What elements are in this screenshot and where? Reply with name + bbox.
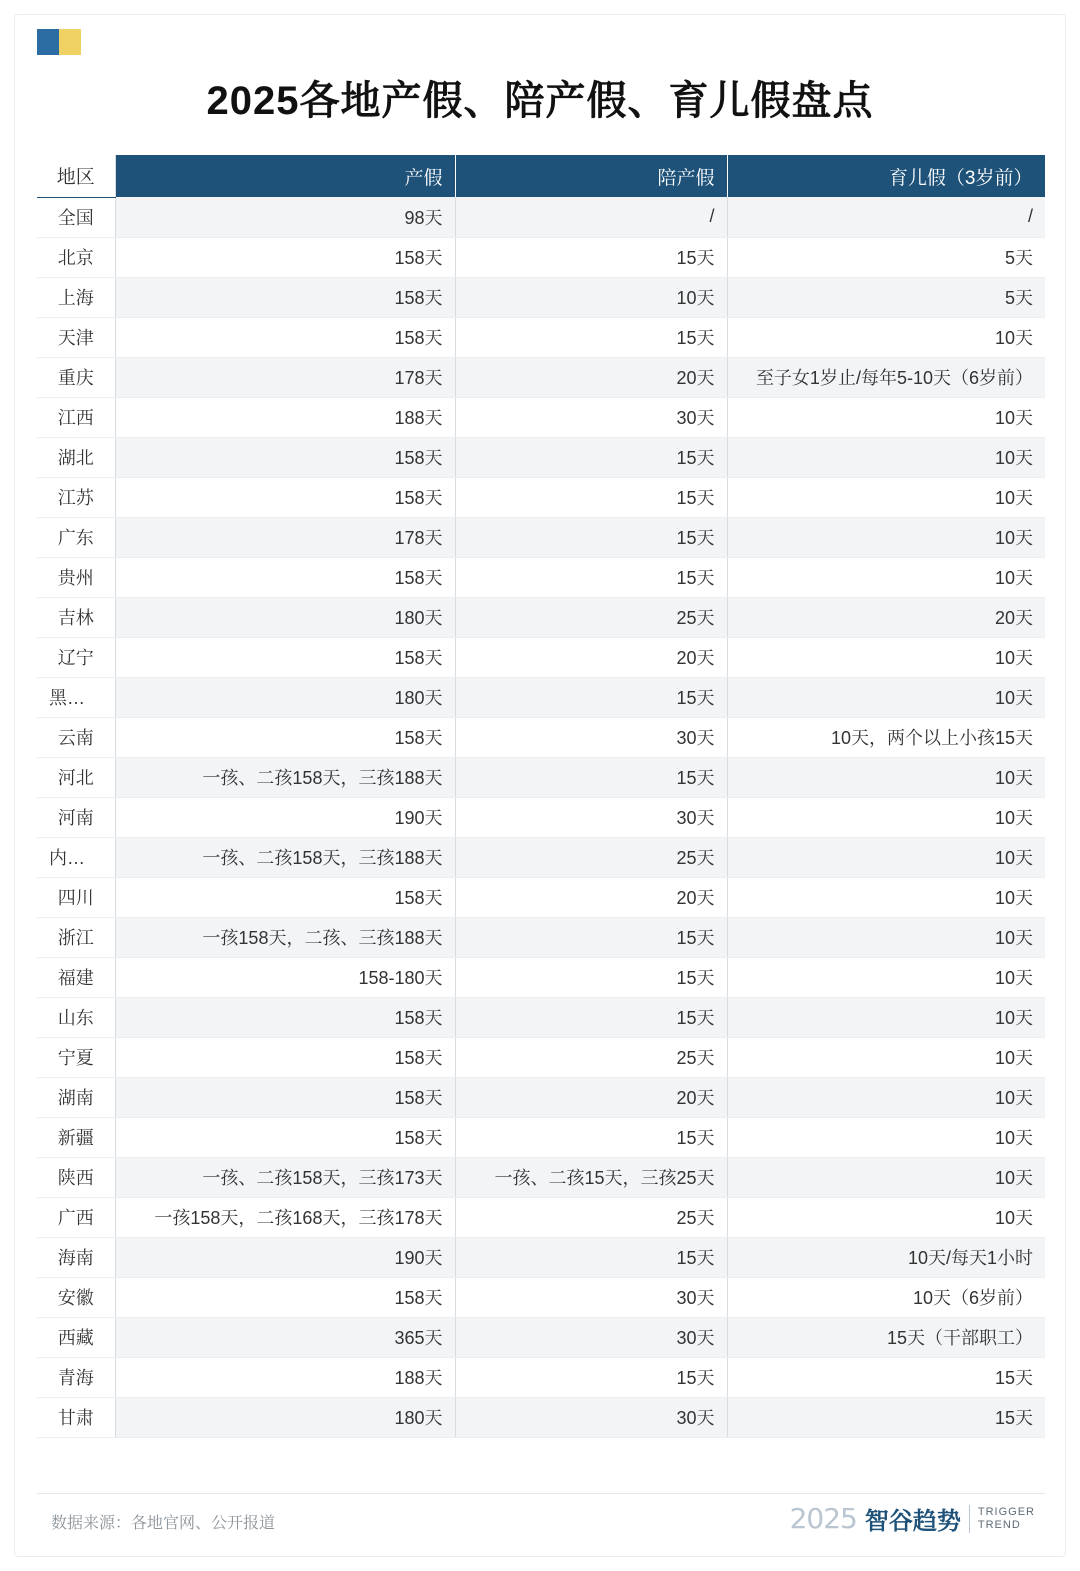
cell-paternity-leave: 25天 — [455, 1037, 727, 1077]
table-row — [37, 1397, 1045, 1437]
cell-parenting-leave: 10天 — [727, 317, 1045, 357]
cell-parenting-leave: 10天 — [727, 437, 1045, 477]
cell-region: 福建 — [37, 957, 115, 997]
cell-maternity-leave: 一孩、二孩158天，三孩173天 — [115, 1157, 455, 1197]
cell-region: 江苏 — [37, 477, 115, 517]
cell-paternity-leave: 20天 — [455, 877, 727, 917]
brand-divider — [969, 1505, 970, 1533]
cell-paternity-leave: 20天 — [455, 357, 727, 397]
cell-maternity-leave: 158天 — [115, 557, 455, 597]
cell-parenting-leave: 10天 — [727, 837, 1045, 877]
table-row — [37, 997, 1045, 1037]
brand-en-line1: TRIGGER — [977, 1505, 1035, 1518]
cell-maternity-leave: 180天 — [115, 597, 455, 637]
table-row — [37, 877, 1045, 917]
column-header-paternity: 陪产假 — [455, 155, 727, 197]
cell-parenting-leave: 15天 — [727, 1357, 1045, 1397]
footer-divider — [37, 1493, 1045, 1494]
cell-paternity-leave: 30天 — [455, 1317, 727, 1357]
cell-region: 贵州 — [37, 557, 115, 597]
cell-maternity-leave: 188天 — [115, 397, 455, 437]
cell-paternity-leave: 15天 — [455, 437, 727, 477]
cell-paternity-leave: 25天 — [455, 597, 727, 637]
cell-maternity-leave: 158天 — [115, 997, 455, 1037]
table-row — [37, 957, 1045, 997]
table-row — [37, 557, 1045, 597]
table-row — [37, 397, 1045, 437]
cell-paternity-leave: 一孩、二孩15天，三孩25天 — [455, 1157, 727, 1197]
cell-maternity-leave: 180天 — [115, 677, 455, 717]
cell-parenting-leave: 15天 — [727, 1397, 1045, 1437]
cell-region: 甘肃 — [37, 1397, 115, 1437]
cell-maternity-leave: 158-180天 — [115, 957, 455, 997]
cell-region: 辽宁 — [37, 637, 115, 677]
table-row — [37, 757, 1045, 797]
cell-region: 河南 — [37, 797, 115, 837]
cell-parenting-leave: 5天 — [727, 277, 1045, 317]
cell-maternity-leave: 98天 — [115, 197, 455, 237]
table-row — [37, 357, 1045, 397]
cell-maternity-leave: 158天 — [115, 317, 455, 357]
cell-region: 重庆 — [37, 357, 115, 397]
cell-paternity-leave: 15天 — [455, 557, 727, 597]
cell-maternity-leave: 158天 — [115, 277, 455, 317]
cell-maternity-leave: 158天 — [115, 1037, 455, 1077]
cell-parenting-leave: 5天 — [727, 237, 1045, 277]
cell-maternity-leave: 158天 — [115, 237, 455, 277]
cell-parenting-leave: 10天/每天1小时 — [727, 1237, 1045, 1277]
cell-paternity-leave: 10天 — [455, 277, 727, 317]
table-row — [37, 517, 1045, 557]
table-header-row — [37, 155, 1045, 197]
table-row — [37, 797, 1045, 837]
table-row — [37, 717, 1045, 757]
cell-maternity-leave: 158天 — [115, 1077, 455, 1117]
cell-parenting-leave: 10天 — [727, 517, 1045, 557]
table-row — [37, 437, 1045, 477]
cell-region: 陕西 — [37, 1157, 115, 1197]
column-header-region: 地区 — [37, 155, 115, 197]
cell-paternity-leave: 30天 — [455, 717, 727, 757]
cell-paternity-leave: 20天 — [455, 1077, 727, 1117]
cell-maternity-leave: 158天 — [115, 877, 455, 917]
cell-parenting-leave: 10天 — [727, 997, 1045, 1037]
cell-maternity-leave: 158天 — [115, 717, 455, 757]
cell-paternity-leave: 15天 — [455, 1237, 727, 1277]
cell-parenting-leave: 10天 — [727, 1077, 1045, 1117]
cell-maternity-leave: 365天 — [115, 1317, 455, 1357]
cell-region: 浙江 — [37, 917, 115, 957]
table-row — [37, 1077, 1045, 1117]
cell-paternity-leave: 15天 — [455, 1117, 727, 1157]
table-header — [37, 155, 1045, 197]
table-body — [37, 197, 1045, 1437]
cell-paternity-leave: 15天 — [455, 317, 727, 357]
cell-parenting-leave: 10天 — [727, 757, 1045, 797]
cell-region: 内蒙古 — [37, 837, 115, 877]
cell-region: 江西 — [37, 397, 115, 437]
cell-maternity-leave: 190天 — [115, 1237, 455, 1277]
cell-parenting-leave: 15天（干部职工） — [727, 1317, 1045, 1357]
table-row — [37, 1357, 1045, 1397]
cell-parenting-leave: 10天 — [727, 1157, 1045, 1197]
cell-parenting-leave: 10天 — [727, 1197, 1045, 1237]
cell-parenting-leave: 10天 — [727, 917, 1045, 957]
column-header-maternity: 产假 — [115, 155, 455, 197]
table-row — [37, 1197, 1045, 1237]
table-row — [37, 917, 1045, 957]
cell-region: 云南 — [37, 717, 115, 757]
cell-region: 西藏 — [37, 1317, 115, 1357]
cell-region: 广东 — [37, 517, 115, 557]
cell-paternity-leave: 15天 — [455, 1357, 727, 1397]
cell-region: 河北 — [37, 757, 115, 797]
cell-region: 山东 — [37, 997, 115, 1037]
flag-left-stripe — [37, 29, 59, 55]
cell-parenting-leave: 10天 — [727, 797, 1045, 837]
cell-paternity-leave: / — [455, 197, 727, 237]
cell-paternity-leave: 30天 — [455, 397, 727, 437]
cell-parenting-leave: 10天 — [727, 637, 1045, 677]
cell-paternity-leave: 15天 — [455, 477, 727, 517]
cell-paternity-leave: 30天 — [455, 797, 727, 837]
cell-region: 天津 — [37, 317, 115, 357]
table-row — [37, 637, 1045, 677]
cell-parenting-leave: 10天（6岁前） — [727, 1277, 1045, 1317]
flag-right-stripe — [59, 29, 81, 55]
cell-paternity-leave: 20天 — [455, 637, 727, 677]
cell-maternity-leave: 158天 — [115, 437, 455, 477]
cell-paternity-leave: 15天 — [455, 677, 727, 717]
table-row — [37, 1037, 1045, 1077]
source-note: 数据来源：各地官网、公开报道 — [51, 1515, 276, 1532]
cell-parenting-leave: 10天 — [727, 957, 1045, 997]
cell-parenting-leave: 10天 — [727, 1117, 1045, 1157]
cell-region: 湖北 — [37, 437, 115, 477]
brand-name-cn: 智谷趋势 — [864, 1508, 961, 1535]
cell-region: 全国 — [37, 197, 115, 237]
cell-parenting-leave: 10天 — [727, 1037, 1045, 1077]
table-row — [37, 477, 1045, 517]
cell-region: 湖南 — [37, 1077, 115, 1117]
table-row — [37, 277, 1045, 317]
cell-parenting-leave: 10天 — [727, 477, 1045, 517]
cell-parenting-leave: 10天，两个以上小孩15天 — [727, 717, 1045, 757]
cell-maternity-leave: 188天 — [115, 1357, 455, 1397]
table-row — [37, 837, 1045, 877]
table-row — [37, 197, 1045, 237]
cell-paternity-leave: 15天 — [455, 757, 727, 797]
cell-parenting-leave: 10天 — [727, 877, 1045, 917]
cell-maternity-leave: 158天 — [115, 637, 455, 677]
cell-maternity-leave: 158天 — [115, 477, 455, 517]
page-title: 2025各地产假、陪产假、育儿假盘点 — [206, 79, 874, 123]
cell-region: 上海 — [37, 277, 115, 317]
content-card — [14, 14, 1066, 1557]
cell-region: 青海 — [37, 1357, 115, 1397]
brand-name-en — [978, 1506, 1035, 1531]
table-row — [37, 1317, 1045, 1357]
cell-region: 海南 — [37, 1237, 115, 1277]
table-row — [37, 237, 1045, 277]
cell-maternity-leave: 158天 — [115, 1277, 455, 1317]
cell-region: 安徽 — [37, 1277, 115, 1317]
cell-paternity-leave: 30天 — [455, 1277, 727, 1317]
cell-maternity-leave: 158天 — [115, 1117, 455, 1157]
cell-parenting-leave: 10天 — [727, 397, 1045, 437]
cell-region: 北京 — [37, 237, 115, 277]
cell-maternity-leave: 180天 — [115, 1397, 455, 1437]
cell-parenting-leave: 10天 — [727, 677, 1045, 717]
cell-maternity-leave: 一孩158天，二孩、三孩188天 — [115, 917, 455, 957]
leave-policy-table — [37, 155, 1046, 1438]
cell-region: 四川 — [37, 877, 115, 917]
column-header-parenting: 育儿假（3岁前） — [727, 155, 1045, 197]
cell-paternity-leave: 25天 — [455, 1197, 727, 1237]
cell-maternity-leave: 一孩、二孩158天，三孩188天 — [115, 837, 455, 877]
cell-maternity-leave: 一孩、二孩158天，三孩188天 — [115, 757, 455, 797]
cell-paternity-leave: 15天 — [455, 237, 727, 277]
brand-year: 2025 — [789, 1502, 857, 1535]
table-row — [37, 597, 1045, 637]
table-row — [37, 677, 1045, 717]
table-row — [37, 1277, 1045, 1317]
cell-paternity-leave: 25天 — [455, 837, 727, 877]
cell-region: 吉林 — [37, 597, 115, 637]
brand-logo — [790, 1501, 1035, 1536]
cell-region: 宁夏 — [37, 1037, 115, 1077]
cell-region: 黑龙江 — [37, 677, 115, 717]
cell-maternity-leave: 190天 — [115, 797, 455, 837]
brand-en-line2: TREND — [977, 1518, 1021, 1531]
cell-region: 广西 — [37, 1197, 115, 1237]
cell-region: 新疆 — [37, 1117, 115, 1157]
table-row — [37, 317, 1045, 357]
flag-mark-icon — [37, 29, 81, 55]
cell-paternity-leave: 15天 — [455, 957, 727, 997]
table-row — [37, 1117, 1045, 1157]
cell-parenting-leave: / — [727, 197, 1045, 237]
cell-parenting-leave: 20天 — [727, 597, 1045, 637]
cell-paternity-leave: 15天 — [455, 517, 727, 557]
cell-paternity-leave: 15天 — [455, 997, 727, 1037]
cell-paternity-leave: 15天 — [455, 917, 727, 957]
table-row — [37, 1157, 1045, 1197]
table-row — [37, 1237, 1045, 1277]
cell-paternity-leave: 30天 — [455, 1397, 727, 1437]
cell-maternity-leave: 178天 — [115, 357, 455, 397]
cell-parenting-leave: 10天 — [727, 557, 1045, 597]
cell-parenting-leave: 至子女1岁止/每年5-10天（6岁前） — [727, 357, 1045, 397]
cell-maternity-leave: 178天 — [115, 517, 455, 557]
cell-maternity-leave: 一孩158天，二孩168天，三孩178天 — [115, 1197, 455, 1237]
